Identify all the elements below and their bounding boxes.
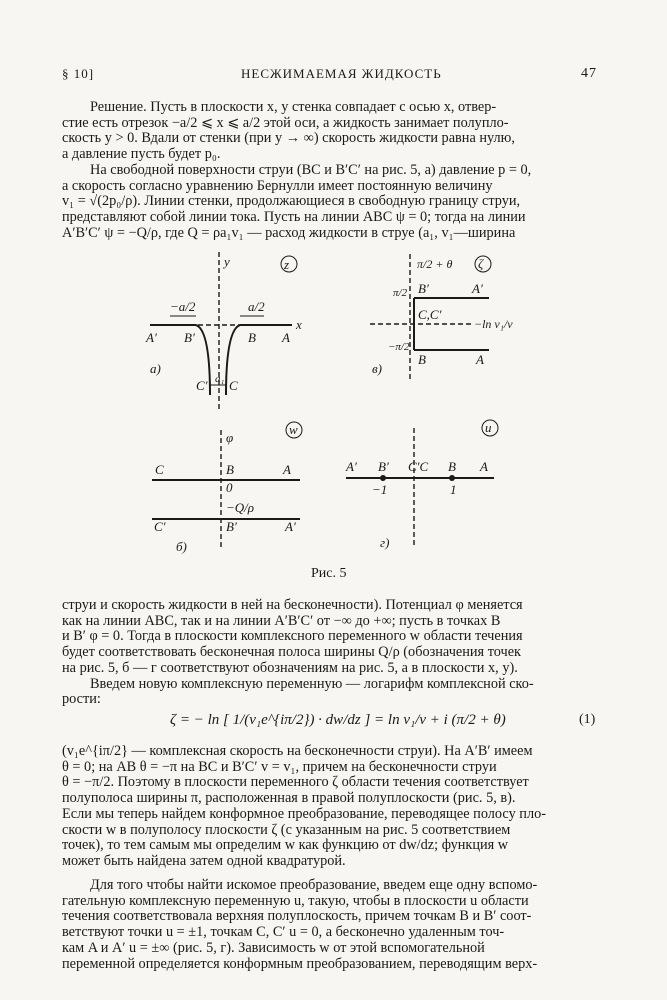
- text-line: гательную комплексную переменную u, такую, чтобы в плоскости u области: [62, 893, 529, 909]
- panel-b-level: −Q/ρ: [226, 500, 255, 515]
- text-line: точек), то тем самым мы определим w как функцию от dw/dz; функция w: [62, 838, 509, 854]
- paragraph-complex-velocity: [62, 744, 600, 870]
- text-line: полуполоса ширины π, расположенная в правой полуплоскости (рис. 5, в).: [62, 791, 516, 807]
- panel-a-x-label: x: [296, 317, 302, 332]
- panel-a-minus-a-half: −a/2: [170, 299, 196, 314]
- figure-caption: Рис. 5: [311, 566, 347, 581]
- text-line: и B′ φ = 0. Тогда в плоскости комплексного переменного w области течения: [62, 629, 523, 645]
- panel-a-a-half: a/2: [248, 299, 265, 314]
- panel-v-B-prime: B′: [418, 281, 429, 296]
- text-line: скости w в полуполосу плоскости ζ (с указанным на рис. 5 соответствием: [62, 822, 511, 838]
- text-line: ветствуют точки u = ±1, точкам C, C′ u = 0, а бесконечно удаленным точ-: [62, 925, 505, 941]
- page-number: 47: [581, 66, 597, 81]
- text-line: Для того чтобы найти искомое преобразование, введем еще одну вспомо-: [90, 878, 538, 893]
- panel-a-C: C: [229, 378, 238, 393]
- panel-b-B-prime: B′: [226, 519, 237, 534]
- panel-a-C-prime: C′: [196, 378, 208, 393]
- text-line: струи и скорость жидкости в ней на бесконечности). Потенциал φ меняется: [62, 598, 523, 613]
- panel-v-pi-half: π/2: [393, 287, 408, 299]
- panel-g-point-one: [449, 475, 455, 481]
- paragraph-auxiliary-variable: [62, 878, 600, 972]
- panel-a-B-prime: B′: [184, 330, 195, 345]
- panel-a-A: A: [282, 330, 290, 345]
- text-line: стие есть отрезок −a/2 ⩽ x ⩽ a/2 этой оси, а жидкость занимает полупло-: [62, 115, 509, 131]
- panel-b-C: C: [155, 462, 164, 477]
- text-line: как на линии ABC, так и на линии A′B′C′ от −∞ до +∞; пусть в точках B: [62, 613, 501, 629]
- text-line: представляют собой линии тока. Пусть на линии ABC ψ = 0; тогда на линии: [62, 210, 526, 226]
- text-line: (v₁e^{iπ/2} — комплексная скорость на бесконечности струи). На A′B′ имеем: [62, 744, 533, 759]
- panel-g-B: B: [448, 459, 456, 474]
- panel-v-minus-pi-half: −π/2: [388, 341, 410, 353]
- text-line: а давление пусть будет p₀.: [62, 147, 221, 163]
- text-line: v₁ = √(2p₀/ρ). Линии стенки, продолжающиеся в свободную границу струи,: [62, 194, 521, 210]
- panel-v-top-label: π/2 + θ: [417, 257, 453, 271]
- panel-a-width-label: a₁: [215, 373, 225, 385]
- panel-g-A: A: [480, 459, 488, 474]
- panel-a-plane-label: z: [284, 257, 290, 272]
- panel-a-A-prime: A′: [146, 330, 157, 345]
- panel-v-plane-label: ζ: [478, 256, 484, 271]
- panel-v-A-prime: A′: [472, 281, 483, 296]
- panel-a-B: B: [248, 330, 256, 345]
- panel-b-A: A: [283, 462, 291, 477]
- panel-g-minus-one: −1: [372, 482, 388, 497]
- panel-g-one: 1: [450, 482, 457, 497]
- panel-v-B: B: [418, 352, 426, 367]
- panel-g-point-minus-one: [380, 475, 386, 481]
- text-line: Если мы теперь найдем конформное преобразование, переводящее полосу пло-: [62, 806, 546, 822]
- text-line: может быть найдена затем одной квадратурой.: [62, 853, 346, 869]
- panel-g-B-prime: B′: [378, 459, 389, 474]
- text-line: переменной определяется конформным преобразованием, переводящим верх-: [62, 956, 538, 972]
- text-line: а скорость согласно уравнению Бернулли имеет постоянную величину: [62, 178, 493, 194]
- panel-a-y-label: y: [224, 254, 230, 269]
- text-line: кам A и A′ u = ±∞ (рис. 5, г). Зависимость w от этой вспомогательной: [62, 940, 485, 956]
- text-line: рости:: [62, 692, 101, 708]
- text-line: θ = 0; на AB θ = −π на BC и B′C′ v = v₁, причем на бесконечности струи: [62, 759, 497, 775]
- panel-v-A: A: [476, 352, 484, 367]
- text-line: на рис. 5, б — г соответствуют обозначениям на рис. 5, а в плоскости x, y).: [62, 660, 518, 676]
- panel-v-letter: в): [372, 361, 382, 376]
- panel-a-letter: а): [150, 361, 161, 376]
- panel-b-letter: б): [176, 539, 187, 554]
- text-line: Решение. Пусть в плоскости x, y стенка совпадает с осью x, отвер-: [90, 100, 497, 115]
- paragraph-potential: [62, 598, 600, 708]
- panel-g-plane-label: u: [485, 420, 492, 435]
- panel-b-C-prime: C′: [154, 519, 166, 534]
- text-line: θ = −π/2. Поэтому в плоскости переменного ζ области течения соответствует: [62, 775, 529, 791]
- section-marker: § 10]: [62, 66, 95, 81]
- equation-number: (1): [579, 712, 596, 727]
- panel-b-B: B: [226, 462, 234, 477]
- panel-b-phi-label: φ: [226, 430, 234, 445]
- panel-b-A-prime: A′: [285, 519, 296, 534]
- panel-g-CC: C′C: [408, 459, 429, 474]
- running-title: НЕСЖИМАЕМАЯ ЖИДКОСТЬ: [241, 66, 442, 81]
- text-line: На свободной поверхности струи (BC и B′C′ на рис. 5, а) давление p = 0,: [90, 163, 532, 178]
- text-line: Введем новую комплексную переменную — логарифм комплексной ско-: [90, 676, 534, 692]
- text-line: течения соответствовала верхняя полуплоскость, причем точкам B и B′ соот-: [62, 909, 532, 925]
- text-line: A′B′C′ ψ = −Q/ρ, где Q = ρa₁v₁ — расход жидкости в струе (a₁, v₁—ширина: [62, 225, 516, 241]
- panel-b-origin: 0: [226, 480, 233, 495]
- panel-b-plane-label: w: [289, 422, 298, 437]
- panel-v-CC: C,C′: [418, 307, 442, 322]
- panel-g-letter: г): [380, 535, 390, 550]
- equation-1: ζ = − ln [ 1/(v₁e^{iπ/2}) · dw/dz ] = ln v₁/v + i (π/2 + θ): [170, 712, 506, 728]
- text-line: будет соответствовать бесконечная полоса ширины Q/ρ (обозначения точек: [62, 645, 522, 661]
- panel-g-A-prime: A′: [346, 459, 357, 474]
- panel-v-ln-label: −ln v₁/v: [474, 317, 513, 331]
- text-line: скость y > 0. Вдали от стенки (при y → ∞) скорость жидкости равна нулю,: [62, 131, 515, 147]
